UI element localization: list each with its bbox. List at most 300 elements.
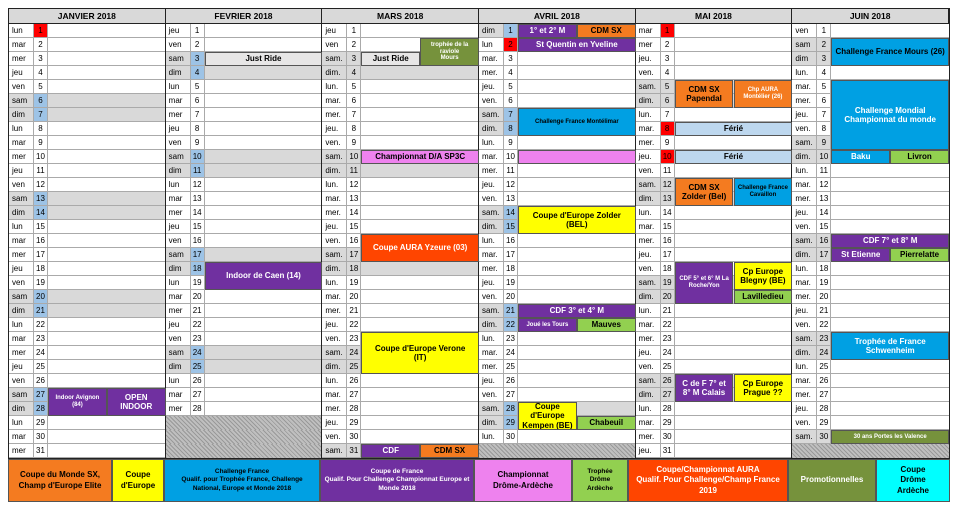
day-row bbox=[479, 178, 636, 192]
day-name: jeu. bbox=[792, 206, 817, 219]
day-row bbox=[322, 304, 479, 318]
day-name: lun. bbox=[479, 332, 504, 345]
day-number: 6 bbox=[661, 94, 675, 107]
day-number: 26 bbox=[191, 374, 205, 387]
event-text: Joué les Tours bbox=[526, 321, 569, 328]
day-name: ven. bbox=[792, 416, 817, 429]
event-baku[interactable] bbox=[831, 150, 890, 164]
event-lavilledieu[interactable] bbox=[734, 290, 793, 304]
day-name: jeu bbox=[9, 262, 34, 275]
day-name: sam. bbox=[636, 178, 661, 191]
event-challenge-montelimar[interactable] bbox=[518, 108, 636, 136]
day-name: mar. bbox=[792, 178, 817, 191]
day-name: dim bbox=[9, 402, 34, 415]
event-text: 1° et 2° M bbox=[529, 26, 566, 36]
empty-day bbox=[166, 444, 323, 458]
day-name: jeu. bbox=[636, 52, 661, 65]
event-coupe-europe-verone[interactable] bbox=[361, 332, 479, 374]
day-number: 8 bbox=[504, 122, 518, 135]
day-row bbox=[322, 206, 479, 220]
event-st-etienne[interactable] bbox=[831, 248, 890, 262]
day-row bbox=[166, 94, 323, 108]
event-challenge-mours[interactable] bbox=[831, 38, 949, 66]
day-number: 24 bbox=[347, 346, 361, 359]
day-row bbox=[166, 24, 323, 38]
event-text: Cp Europe bbox=[742, 378, 784, 388]
day-row bbox=[792, 402, 949, 416]
day-number: 17 bbox=[347, 248, 361, 261]
day-number: 3 bbox=[347, 52, 361, 65]
day-number: 29 bbox=[347, 416, 361, 429]
event-chabeuil[interactable] bbox=[577, 416, 636, 430]
day-number: 19 bbox=[34, 276, 48, 289]
event-ferie-8[interactable] bbox=[675, 122, 793, 136]
day-row bbox=[9, 318, 166, 332]
day-number: 13 bbox=[504, 192, 518, 205]
day-number: 3 bbox=[191, 52, 205, 65]
day-name: mar. bbox=[322, 192, 347, 205]
day-name: sam. bbox=[792, 332, 817, 345]
day-number: 29 bbox=[504, 416, 518, 429]
day-number: 7 bbox=[34, 108, 48, 121]
day-number: 13 bbox=[347, 192, 361, 205]
day-number: 28 bbox=[347, 402, 361, 415]
day-number: 13 bbox=[191, 192, 205, 205]
day-number: 10 bbox=[817, 150, 831, 163]
month-header: MARS 2018 bbox=[322, 9, 479, 24]
event-livron[interactable] bbox=[890, 150, 949, 164]
day-name: lun. bbox=[792, 164, 817, 177]
day-number: 27 bbox=[347, 388, 361, 401]
day-row bbox=[792, 276, 949, 290]
day-row bbox=[322, 108, 479, 122]
day-number: 15 bbox=[661, 220, 675, 233]
day-number: 11 bbox=[817, 164, 831, 177]
day-name: dim. bbox=[792, 150, 817, 163]
day-row bbox=[479, 94, 636, 108]
day-row bbox=[9, 52, 166, 66]
day-number: 5 bbox=[817, 80, 831, 93]
event-apr-1er-2e[interactable] bbox=[518, 24, 577, 38]
day-row bbox=[792, 290, 949, 304]
day-number: 8 bbox=[661, 122, 675, 135]
day-number: 7 bbox=[347, 108, 361, 121]
legend-text: Champ d'Europe Elite bbox=[18, 480, 102, 490]
day-row bbox=[322, 416, 479, 430]
day-number: 29 bbox=[34, 416, 48, 429]
day-name: mer. bbox=[322, 304, 347, 317]
day-name: dim. bbox=[322, 360, 347, 373]
event-cp-europe-prague[interactable] bbox=[734, 374, 793, 402]
day-name: ven. bbox=[792, 122, 817, 135]
day-number: 27 bbox=[191, 388, 205, 401]
day-row bbox=[636, 206, 793, 220]
day-number: 1 bbox=[191, 24, 205, 37]
event-cdf-3e-4e[interactable] bbox=[518, 304, 636, 318]
legend-text: Coupe de France bbox=[370, 467, 424, 475]
day-number: 25 bbox=[347, 360, 361, 373]
day-name: mer bbox=[166, 108, 191, 121]
day-number: 16 bbox=[191, 234, 205, 247]
day-row bbox=[479, 430, 636, 444]
day-row bbox=[9, 164, 166, 178]
day-number: 6 bbox=[817, 94, 831, 107]
day-name: ven. bbox=[479, 388, 504, 401]
day-number: 5 bbox=[661, 80, 675, 93]
day-number: 18 bbox=[661, 262, 675, 275]
day-number: 6 bbox=[504, 94, 518, 107]
day-row bbox=[322, 94, 479, 108]
day-name: mar bbox=[166, 192, 191, 205]
event-text: Kempen (BE) bbox=[522, 420, 573, 430]
day-number: 18 bbox=[34, 262, 48, 275]
day-number: 1 bbox=[817, 24, 831, 37]
day-number: 14 bbox=[817, 206, 831, 219]
day-row bbox=[479, 66, 636, 80]
day-name: mer bbox=[166, 402, 191, 415]
day-number: 27 bbox=[661, 388, 675, 401]
day-row bbox=[479, 192, 636, 206]
event-open-indoor[interactable] bbox=[107, 388, 166, 416]
event-text: 30 ans Portes les Valence bbox=[853, 433, 927, 440]
day-number: 15 bbox=[504, 220, 518, 233]
day-name: lun. bbox=[792, 66, 817, 79]
day-name: lun. bbox=[636, 108, 661, 121]
day-number: 20 bbox=[34, 290, 48, 303]
day-name: mar. bbox=[636, 122, 661, 135]
day-name: jeu. bbox=[636, 346, 661, 359]
day-number: 28 bbox=[661, 402, 675, 415]
legend-text: Drôme bbox=[589, 476, 611, 484]
day-number: 28 bbox=[817, 402, 831, 415]
day-number: 26 bbox=[347, 374, 361, 387]
day-number: 25 bbox=[661, 360, 675, 373]
event-text: CDM SX bbox=[688, 182, 720, 192]
day-number: 19 bbox=[191, 276, 205, 289]
day-name: mar. bbox=[479, 150, 504, 163]
day-number: 30 bbox=[504, 430, 518, 443]
day-row bbox=[792, 220, 949, 234]
day-name: dim bbox=[166, 164, 191, 177]
day-row bbox=[792, 318, 949, 332]
day-number: 22 bbox=[817, 318, 831, 331]
day-number: 24 bbox=[191, 346, 205, 359]
day-number: 12 bbox=[347, 178, 361, 191]
day-row bbox=[322, 220, 479, 234]
day-row bbox=[792, 416, 949, 430]
day-number: 12 bbox=[817, 178, 831, 191]
day-name: jeu. bbox=[322, 318, 347, 331]
day-number: 31 bbox=[661, 444, 675, 457]
day-row bbox=[9, 304, 166, 318]
event-just-ride-mar[interactable] bbox=[361, 52, 420, 66]
day-row bbox=[322, 66, 479, 80]
month-header: JUIN 2018 bbox=[792, 9, 949, 24]
day-row bbox=[166, 346, 323, 360]
day-row bbox=[792, 304, 949, 318]
event-cdm-sx-apr[interactable] bbox=[577, 24, 636, 38]
day-number: 17 bbox=[504, 248, 518, 261]
day-name: ven bbox=[9, 276, 34, 289]
legend-text: Trophée bbox=[587, 467, 613, 475]
day-name: dim. bbox=[479, 318, 504, 331]
day-number: 19 bbox=[504, 276, 518, 289]
day-name: lun bbox=[479, 38, 504, 51]
event-text: OPEN bbox=[124, 392, 148, 402]
day-name: mer. bbox=[792, 388, 817, 401]
day-number: 16 bbox=[504, 234, 518, 247]
day-row bbox=[479, 248, 636, 262]
day-number: 21 bbox=[504, 304, 518, 317]
legend-text: Drôme-Ardèche bbox=[492, 480, 553, 490]
day-row bbox=[9, 178, 166, 192]
day-name: ven. bbox=[322, 136, 347, 149]
day-number: 15 bbox=[34, 220, 48, 233]
event-cdm-sx-papendal[interactable] bbox=[675, 80, 734, 108]
legend-text: Qualif. pour Trophée France, Challenge bbox=[181, 476, 303, 484]
event-text: CDM SX bbox=[434, 446, 466, 456]
day-row bbox=[9, 94, 166, 108]
event-championnat-da-apr[interactable] bbox=[518, 150, 636, 164]
day-name: dim. bbox=[322, 262, 347, 275]
day-row bbox=[322, 262, 479, 276]
event-text: Cp Europe bbox=[742, 266, 784, 276]
day-name: lun bbox=[9, 416, 34, 429]
day-number: 6 bbox=[34, 94, 48, 107]
day-row bbox=[636, 346, 793, 360]
day-number: 24 bbox=[34, 346, 48, 359]
day-number: 7 bbox=[661, 108, 675, 121]
event-text: CDM SX bbox=[688, 84, 720, 94]
day-number: 9 bbox=[347, 136, 361, 149]
day-name: mar. bbox=[792, 80, 817, 93]
day-number: 17 bbox=[661, 248, 675, 261]
day-name: lun. bbox=[479, 234, 504, 247]
day-name: jeu. bbox=[636, 248, 661, 261]
day-name: mar. bbox=[792, 374, 817, 387]
day-number: 3 bbox=[661, 52, 675, 65]
event-trente-ans-valence[interactable] bbox=[831, 430, 949, 444]
event-text: Just Ride bbox=[245, 54, 282, 64]
event-just-ride-feb[interactable] bbox=[205, 52, 323, 66]
day-row bbox=[9, 80, 166, 94]
day-number: 9 bbox=[504, 136, 518, 149]
day-name: mer. bbox=[792, 192, 817, 205]
event-indoor-caen[interactable] bbox=[205, 262, 323, 290]
day-name: ven. bbox=[636, 262, 661, 275]
day-number: 26 bbox=[504, 374, 518, 387]
day-number: 8 bbox=[817, 122, 831, 135]
event-pierrelatte[interactable] bbox=[890, 248, 949, 262]
day-row bbox=[166, 234, 323, 248]
day-name: dim. bbox=[479, 220, 504, 233]
event-text: raviole bbox=[439, 48, 460, 55]
day-name: mer. bbox=[792, 290, 817, 303]
day-row bbox=[9, 108, 166, 122]
day-row bbox=[166, 304, 323, 318]
event-cp-europe-blegny[interactable] bbox=[734, 262, 793, 290]
event-cdf-7e-8e-calais[interactable] bbox=[675, 374, 734, 402]
month-header: AVRIL 2018 bbox=[479, 9, 636, 24]
day-number: 11 bbox=[347, 164, 361, 177]
day-name: dim. bbox=[322, 164, 347, 177]
legend-item bbox=[876, 459, 950, 502]
day-number: 22 bbox=[34, 318, 48, 331]
event-coupe-europe-zolder[interactable] bbox=[518, 206, 636, 234]
day-number: 12 bbox=[661, 178, 675, 191]
day-number: 2 bbox=[817, 38, 831, 51]
event-cdf-7e-8e-jun[interactable] bbox=[831, 234, 949, 248]
event-coupe-europe-kempen[interactable] bbox=[518, 402, 577, 430]
event-challenge-cavaillon[interactable] bbox=[734, 178, 793, 206]
event-text: Chabeuil bbox=[589, 418, 624, 428]
day-row bbox=[636, 304, 793, 318]
legend-text: National, Europe et Monde 2018 bbox=[192, 484, 292, 492]
event-text: (IT) bbox=[413, 353, 427, 362]
day-name: lun bbox=[166, 374, 191, 387]
day-number: 10 bbox=[34, 150, 48, 163]
day-row bbox=[322, 430, 479, 444]
day-number: 1 bbox=[504, 24, 518, 37]
event-ferie-10[interactable] bbox=[675, 150, 793, 164]
event-mauves[interactable] bbox=[577, 318, 636, 332]
day-row bbox=[479, 346, 636, 360]
legend-text: Monde 2018 bbox=[378, 484, 416, 492]
day-row bbox=[792, 192, 949, 206]
day-name: dim bbox=[9, 206, 34, 219]
day-name: mar bbox=[9, 136, 34, 149]
day-row bbox=[9, 206, 166, 220]
day-row bbox=[322, 136, 479, 150]
day-row bbox=[9, 150, 166, 164]
day-row bbox=[636, 360, 793, 374]
day-row bbox=[322, 164, 479, 178]
day-number: 8 bbox=[34, 122, 48, 135]
event-text: CDF 7° et 8° M bbox=[862, 236, 918, 246]
day-row bbox=[792, 164, 949, 178]
day-row bbox=[636, 318, 793, 332]
day-number: 25 bbox=[191, 360, 205, 373]
event-cdm-sx-zolder[interactable] bbox=[675, 178, 734, 206]
event-text: Coupe AURA Yzeure (03) bbox=[372, 243, 468, 253]
day-number: 10 bbox=[191, 150, 205, 163]
day-name: lun. bbox=[636, 206, 661, 219]
day-number: 28 bbox=[34, 402, 48, 415]
event-championnat-da[interactable] bbox=[361, 150, 479, 164]
day-number: 8 bbox=[347, 122, 361, 135]
day-row bbox=[166, 290, 323, 304]
day-number: 28 bbox=[504, 402, 518, 415]
day-name: jeu bbox=[166, 122, 191, 135]
day-name: jeu bbox=[166, 220, 191, 233]
event-chp-aura-montelier[interactable] bbox=[734, 80, 793, 108]
day-number: 1 bbox=[347, 24, 361, 37]
day-row bbox=[479, 276, 636, 290]
day-name: ven. bbox=[479, 290, 504, 303]
event-cdf-mar[interactable] bbox=[361, 444, 420, 458]
day-number: 31 bbox=[347, 444, 361, 457]
day-name: mar. bbox=[479, 346, 504, 359]
day-name: lun. bbox=[636, 402, 661, 415]
day-number: 5 bbox=[347, 80, 361, 93]
day-number: 3 bbox=[34, 52, 48, 65]
month-header: JANVIER 2018 bbox=[9, 9, 166, 24]
day-number: 22 bbox=[661, 318, 675, 331]
day-name: dim bbox=[166, 262, 191, 275]
day-number: 10 bbox=[504, 150, 518, 163]
day-name: mer. bbox=[636, 430, 661, 443]
day-name: lun bbox=[9, 220, 34, 233]
legend bbox=[8, 459, 950, 502]
event-joue-les-tours[interactable] bbox=[518, 318, 577, 332]
event-cdm-sx-mar[interactable] bbox=[420, 444, 479, 458]
day-number: 12 bbox=[191, 178, 205, 191]
event-st-quentin[interactable] bbox=[518, 38, 636, 52]
day-name: dim bbox=[166, 66, 191, 79]
day-name: mar. bbox=[636, 416, 661, 429]
event-coupe-aura-yzeure[interactable] bbox=[361, 234, 479, 262]
day-row bbox=[636, 38, 793, 52]
day-number: 18 bbox=[191, 262, 205, 275]
day-name: mar bbox=[9, 38, 34, 51]
event-text: Indoor de Caen (14) bbox=[226, 271, 301, 281]
day-name: mer. bbox=[792, 94, 817, 107]
day-number: 20 bbox=[191, 290, 205, 303]
day-number: 4 bbox=[191, 66, 205, 79]
event-cdf-5e-6e[interactable] bbox=[675, 262, 734, 304]
day-number: 15 bbox=[347, 220, 361, 233]
day-number: 23 bbox=[34, 332, 48, 345]
day-name: ven. bbox=[636, 66, 661, 79]
day-name: jeu. bbox=[636, 444, 661, 457]
day-number: 2 bbox=[347, 38, 361, 51]
day-number: 1 bbox=[34, 24, 48, 37]
day-name: mer. bbox=[322, 108, 347, 121]
day-number: 10 bbox=[661, 150, 675, 163]
day-row bbox=[636, 248, 793, 262]
day-number: 2 bbox=[504, 38, 518, 51]
day-number: 15 bbox=[191, 220, 205, 233]
legend-text: Promotionnelles bbox=[800, 475, 864, 485]
day-number: 19 bbox=[661, 276, 675, 289]
day-number: 31 bbox=[34, 444, 48, 457]
event-trophee-raviole[interactable] bbox=[420, 38, 479, 66]
day-name: lun. bbox=[479, 136, 504, 149]
event-text: Pierrelatte bbox=[900, 250, 940, 260]
day-row bbox=[166, 192, 323, 206]
day-row bbox=[9, 430, 166, 444]
day-row bbox=[322, 24, 479, 38]
day-name: dim. bbox=[322, 66, 347, 79]
day-row bbox=[9, 444, 166, 458]
event-trophee-schwenheim[interactable] bbox=[831, 332, 949, 360]
legend-item bbox=[572, 459, 628, 502]
day-name: mar bbox=[9, 234, 34, 247]
day-name: ven. bbox=[636, 360, 661, 373]
day-name: jeu bbox=[166, 318, 191, 331]
event-text: C de F 7° et bbox=[682, 378, 726, 388]
day-name: sam bbox=[166, 150, 191, 163]
day-name: dim. bbox=[479, 122, 504, 135]
day-name: ven bbox=[9, 80, 34, 93]
day-row bbox=[9, 220, 166, 234]
day-number: 21 bbox=[347, 304, 361, 317]
day-name: dim bbox=[166, 360, 191, 373]
event-challenge-mondial[interactable] bbox=[831, 80, 949, 150]
day-name: jeu. bbox=[322, 122, 347, 135]
event-indoor-avignon[interactable] bbox=[48, 388, 107, 416]
day-number: 4 bbox=[661, 66, 675, 79]
